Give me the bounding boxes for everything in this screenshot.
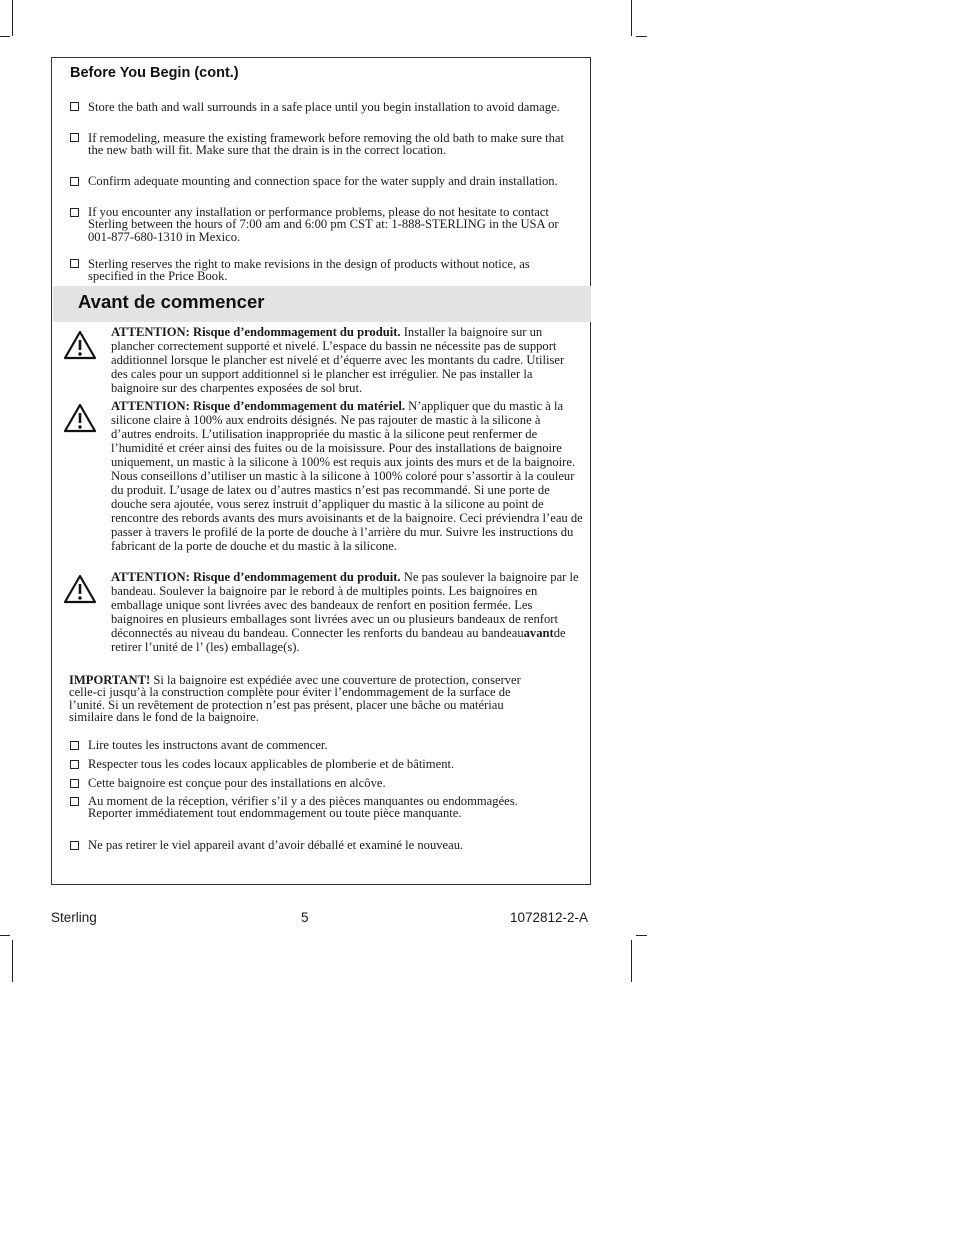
checkbox-icon bbox=[70, 779, 79, 788]
list-item: If remodeling, measure the existing framework before removing the old bath to make sure that the new bath will fit. Make sure that the drain is in the correct location. bbox=[88, 131, 564, 158]
warning-body: de retirer l’unité de l’ (les) emballage(s). bbox=[111, 626, 566, 654]
footer-page-number: 5 bbox=[301, 910, 309, 925]
checkbox-icon bbox=[70, 102, 79, 111]
list-item: Confirm adequate mounting and connection space for the water supply and drain installation. bbox=[88, 174, 558, 188]
list-item: Lire toutes les instructons avant de commencer. bbox=[88, 738, 328, 752]
checkbox-icon bbox=[70, 208, 79, 217]
section-header-band bbox=[53, 286, 591, 322]
checkbox-icon bbox=[70, 741, 79, 750]
important-note bbox=[69, 674, 549, 724]
list-item: Sterling reserves the right to make revisions in the design of products without notice, as specified in the Price Book. bbox=[88, 257, 530, 284]
crop-mark bbox=[12, 940, 13, 982]
list-item: Ne pas retirer le viel appareil avant d’avoir déballé et examiné le nouveau. bbox=[88, 838, 464, 852]
warning-emphasis: avant bbox=[523, 626, 554, 640]
warning-text bbox=[111, 399, 583, 553]
list-item: If you encounter any installation or performance problems, please do not hesitate to contact Sterling between the hours of 7:00 am and 6:00 pm CST at: 1-888-STERLING in the USA or 001-877-680-1310 in Mexico. bbox=[88, 205, 559, 244]
important-body: Si la baignoire est expédiée avec une couverture de protection, conserver celle-ci jusqu’à la construction complète pour éviter l’endommagement de la surface de l’unité. Si un revêtement de protection n’est pas présent, placer une bâche ou matériau similaire dans le fond de la baignoire. bbox=[69, 673, 521, 725]
footer-doc-number: 1072812-2-A bbox=[510, 910, 589, 925]
crop-mark bbox=[636, 935, 647, 936]
warning-lead: ATTENTION: Risque d’endommagement du matériel. bbox=[111, 399, 405, 413]
section-title-avant-de-commencer: Avant de commencer bbox=[78, 291, 265, 312]
warning-triangle-icon bbox=[63, 574, 97, 604]
warning-text bbox=[111, 570, 583, 654]
list-item: Cette baignoire est conçue pour des installations en alcôve. bbox=[88, 776, 386, 790]
checkbox-icon bbox=[70, 760, 79, 769]
warning-lead: ATTENTION: Risque d’endommagement du produit. bbox=[111, 570, 401, 584]
checkbox-icon bbox=[70, 259, 79, 268]
crop-mark bbox=[631, 0, 632, 36]
section-title-before-you-begin: Before You Begin (cont.) bbox=[70, 65, 239, 81]
footer-brand: Sterling bbox=[51, 910, 97, 925]
crop-mark bbox=[0, 935, 10, 936]
warning-triangle-icon bbox=[63, 403, 97, 433]
warning-lead: ATTENTION: Risque d’endommagement du produit. bbox=[111, 325, 401, 339]
warning-text bbox=[111, 325, 583, 395]
checkbox-icon bbox=[70, 797, 79, 806]
important-lead: IMPORTANT! bbox=[69, 673, 151, 687]
checkbox-icon bbox=[70, 133, 79, 142]
list-item: Respecter tous les codes locaux applicables de plomberie et de bâtiment. bbox=[88, 757, 455, 771]
list-item: Au moment de la réception, vérifier s’il y a des pièces manquantes ou endommagées. Reporter immédiatement tout endommagement ou toute pièce manquante. bbox=[88, 794, 518, 821]
list-item: Store the bath and wall surrounds in a safe place until you begin installation to avoid damage. bbox=[88, 100, 560, 114]
warning-triangle-icon bbox=[63, 330, 97, 360]
content-frame bbox=[51, 57, 591, 885]
warning-body: Installer la baignoire sur un plancher correctement supporté et nivelé. L’espace du bassin ne nécessite pas de support additionnel lorsque le plancher est nivelé et d’équerre avec les montants du cadre. Utiliser des cales pour un support additionnel si le plancher est irrégulier. Ne pas installer la baignoire sur des charpentes exposées de sol brut. bbox=[111, 325, 565, 395]
warning-body: Ne pas soulever la baignoire par le bandeau. Soulever la baignoire par le rebord à de multiples points. Les baignoires en emballage unique sont livrées avec des bandeaux de renfort en position fermée. Les baignoires en plusieurs emballages sont livrées avec un ou plusieurs bandeaux de renfort déconnectés au niveau du bandeau. Connecter les renforts du bandeau au bandeau bbox=[111, 570, 579, 640]
crop-mark bbox=[631, 940, 632, 982]
crop-mark bbox=[12, 0, 13, 36]
warning-body: N’appliquer que du mastic à la silicone claire à 100% aux endroits désignés. Ne pas rajouter de mastic à la silicone à d’autres endroits. L’utilisation inappropriée du mastic à la silicone peut renfermer de l’humidité et créer ainsi des fuites ou de la moisissure. Pour des installations de baignoire uniquement, un mastic à la silicone à 100% est requis aux joints des murs et de la baignoire. Nous conseillons d’utiliser un mastic à la silicone à 100% coloré pour s’assortir à la couleur du produit. L’usage de latex ou d’autres mastics n’est pas recommandé. Si une porte de douche sera ajoutée, vous serez instruit d’appliquer du mastic à la silicone au point de rencontre des rebords avants des murs avoisinants et de la baignoire. Ceci préviendra l’eau de passer à travers le profilé de la porte de douche à l’arrière du mur. Suivre les instructions du fabricant de la porte de douche et du mastic à la silicone. bbox=[111, 399, 583, 553]
crop-mark bbox=[636, 36, 647, 37]
crop-mark bbox=[0, 36, 10, 37]
checkbox-icon bbox=[70, 841, 79, 850]
checkbox-icon bbox=[70, 177, 79, 186]
